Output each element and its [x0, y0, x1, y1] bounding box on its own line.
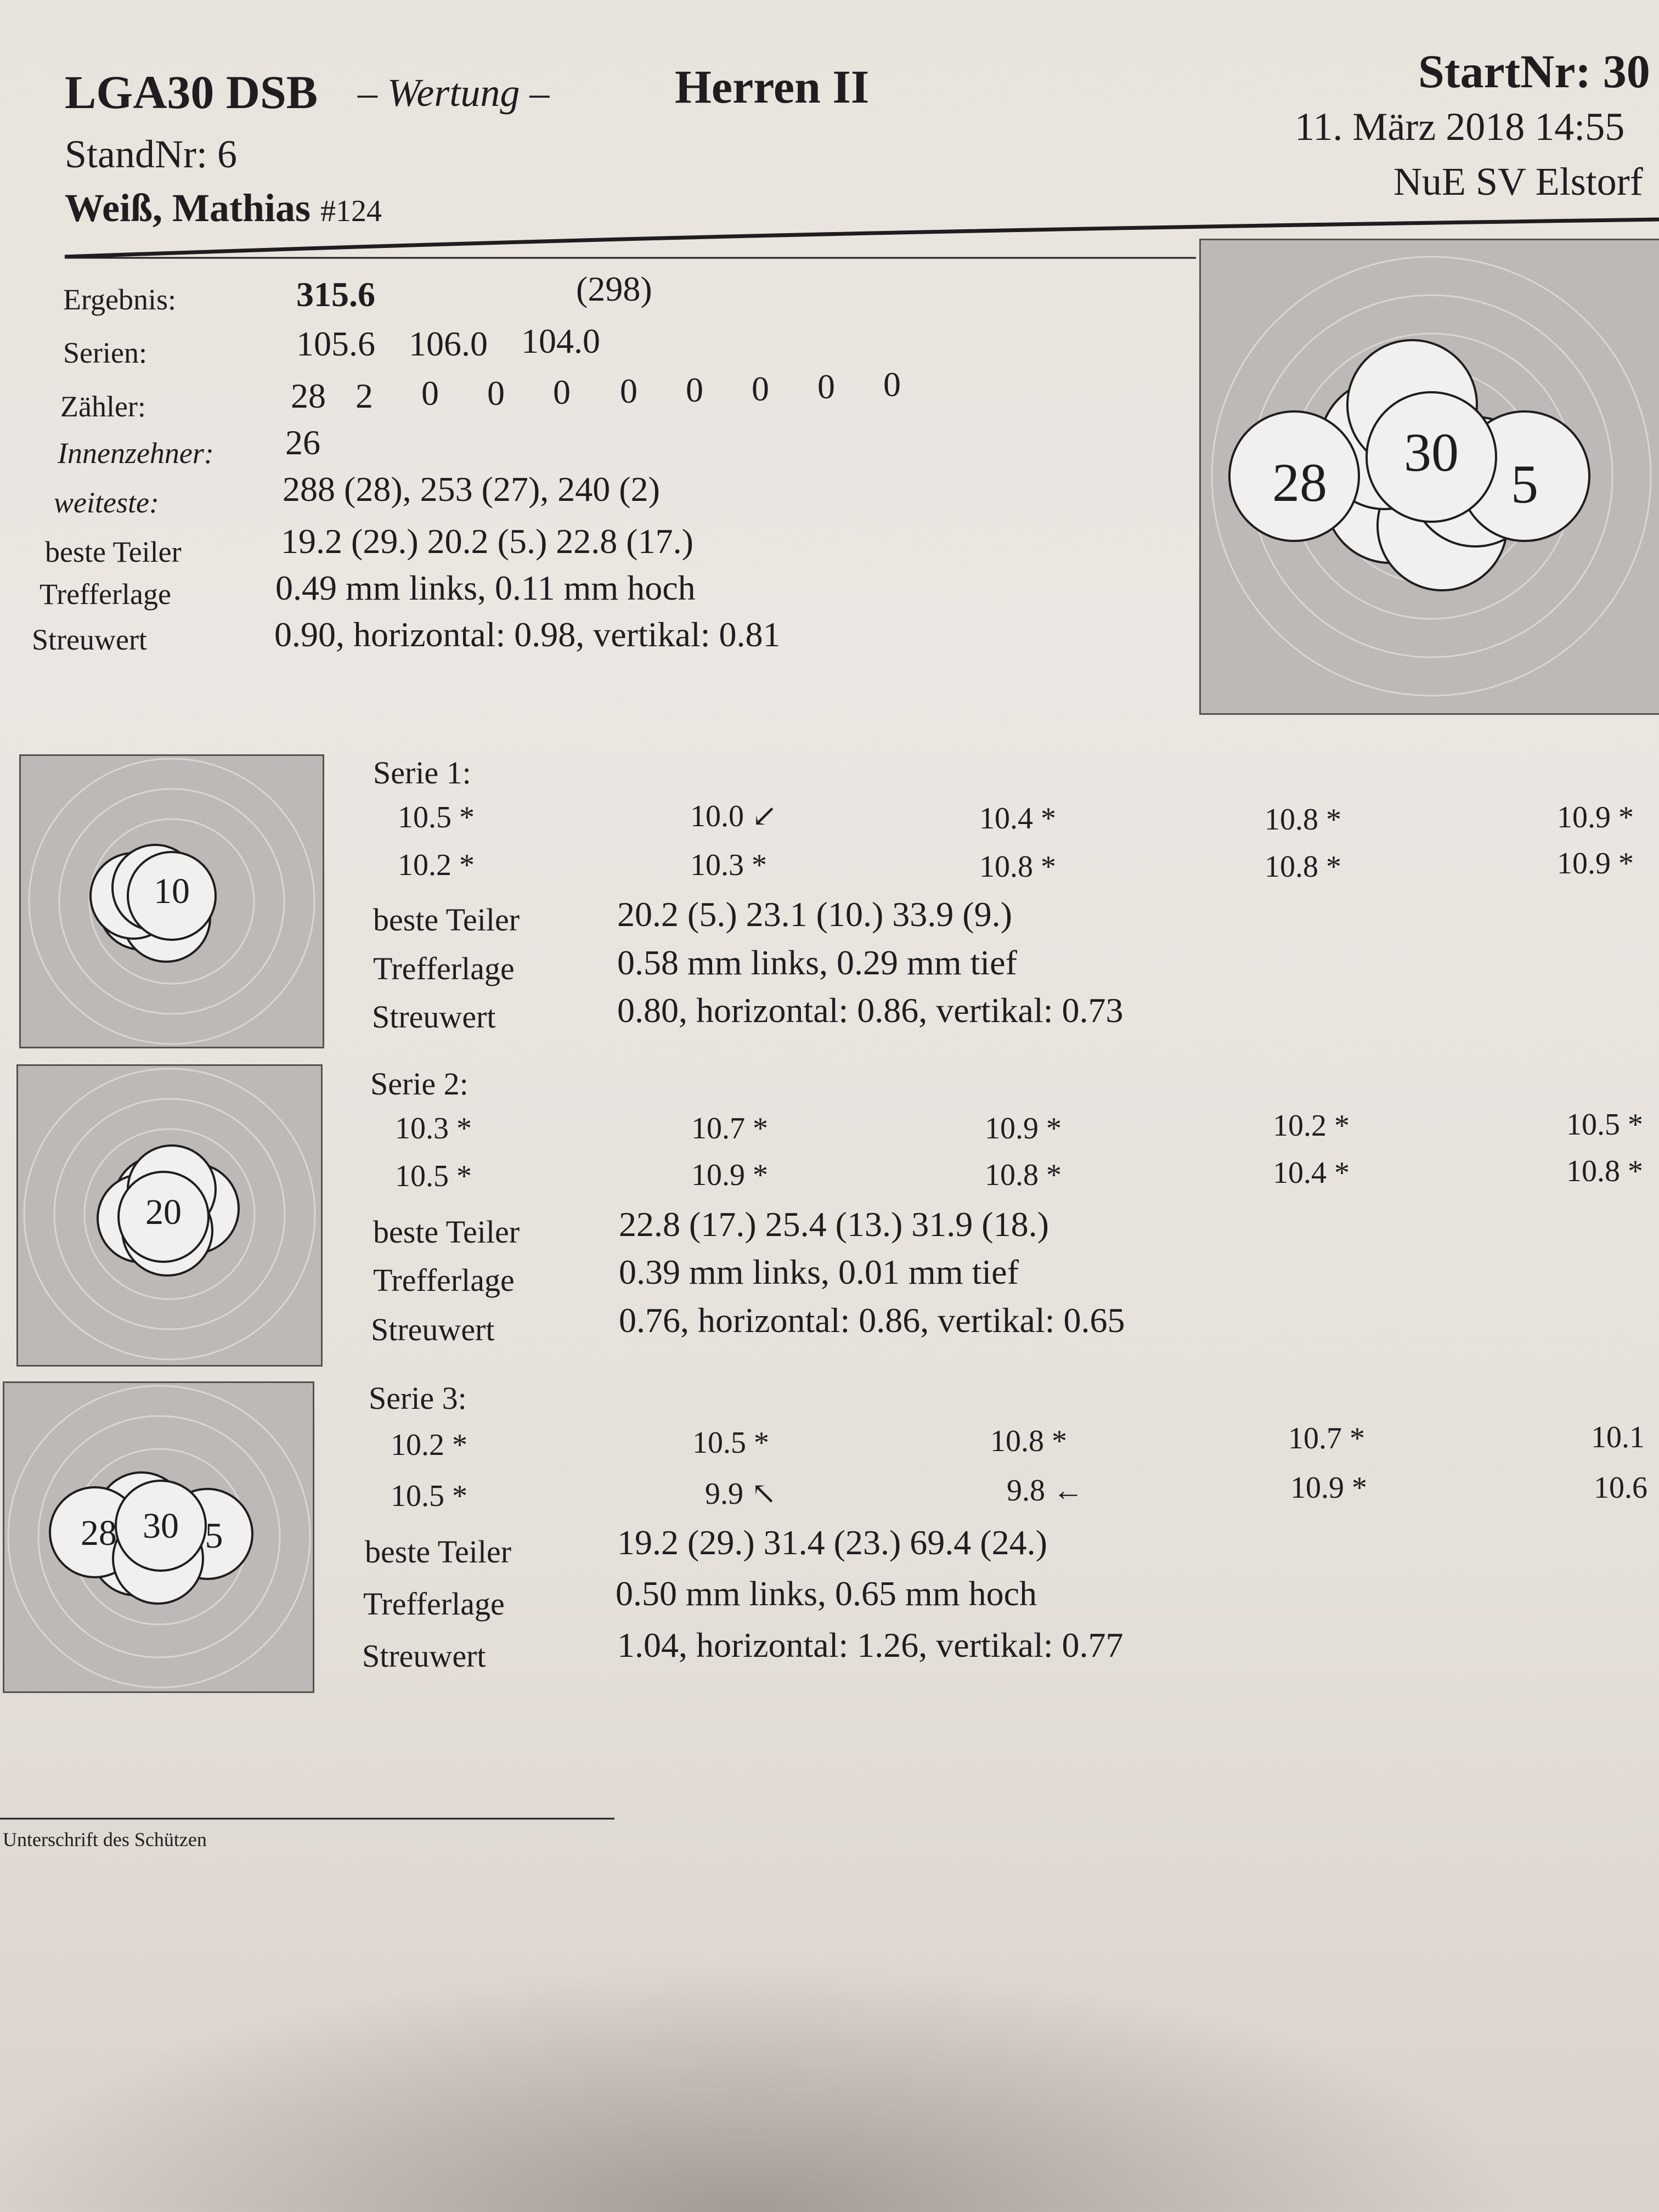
beste-teiler-label: beste Teiler: [45, 535, 182, 568]
photo-shadow: [0, 1920, 1659, 2212]
target-label: 28: [81, 1513, 117, 1553]
beste-teiler-value: 19.2 (29.) 20.2 (5.) 22.8 (17.): [281, 522, 693, 561]
summary-target: [1199, 239, 1659, 715]
serie-3-title: Serie 3:: [369, 1380, 467, 1416]
innenzehner-label: Innenzehner:: [58, 437, 214, 470]
serie-3-total: 104.0: [521, 321, 600, 360]
trefferlage-label: Trefferlage: [40, 578, 171, 611]
class-label: Herren II: [675, 60, 870, 113]
trefferlage-label: Trefferlage: [373, 1262, 515, 1298]
zaehler-value: 0: [487, 374, 505, 413]
shot-value: 10.5 *: [1566, 1108, 1643, 1142]
shooter-name-text: Weiß, Mathias: [65, 186, 311, 230]
shot-value: 10.4 *: [1273, 1156, 1350, 1190]
trefferlage-value: 0.49 mm links, 0.11 mm hoch: [275, 568, 696, 607]
target-label: 30: [1404, 422, 1459, 483]
shot-value: 10.8 *: [985, 1158, 1062, 1192]
zaehler-value: 0: [421, 374, 439, 413]
streuwert-label: Streuwert: [372, 999, 496, 1035]
shot-value: 10.9 *: [1290, 1471, 1367, 1505]
signature-label: Unterschrift des Schützen: [3, 1829, 207, 1850]
beste-teiler-value: 22.8 (17.) 25.4 (13.) 31.9 (18.): [619, 1205, 1049, 1244]
club-name: NuE SV Elstorf: [1393, 160, 1643, 204]
beste-teiler-label: beste Teiler: [373, 902, 520, 938]
date-time: 11. März 2018 14:55: [1295, 105, 1625, 149]
serien-label: Serien:: [63, 336, 147, 369]
serie-1-target-drawing: [21, 756, 323, 1047]
beste-teiler-value: 19.2 (29.) 31.4 (23.) 69.4 (24.): [617, 1523, 1047, 1562]
serie-3-target-drawing: [4, 1383, 313, 1691]
competition-title: LGA30 DSB: [65, 66, 318, 119]
shot-value: 10.5 *: [391, 1479, 467, 1513]
start-number: StartNr: 30: [1418, 45, 1650, 98]
shot-value: 10.7 *: [1288, 1421, 1365, 1455]
beste-teiler-value: 20.2 (5.) 23.1 (10.) 33.9 (9.): [617, 895, 1012, 934]
shot-value: 10.2 *: [391, 1428, 467, 1462]
shot-value: 10.2 *: [1273, 1109, 1350, 1143]
serie-3-target: [3, 1381, 314, 1693]
wertung-label: – Wertung –: [358, 71, 550, 115]
serie-2-target-drawing: [18, 1066, 321, 1365]
shot-value: 10.4 *: [979, 802, 1056, 836]
zaehler-value: 0: [752, 369, 769, 408]
zaehler-value: 0: [883, 365, 901, 404]
ergebnis-value: 315.6: [296, 275, 375, 314]
shot-value: 10.8 *: [1265, 850, 1341, 884]
signature-line: [0, 1816, 620, 1821]
shot-value: 10.2 *: [398, 848, 475, 882]
trefferlage-label: Trefferlage: [373, 951, 515, 986]
streuwert-label: Streuwert: [371, 1312, 495, 1347]
trefferlage-value: 0.39 mm links, 0.01 mm tief: [619, 1252, 1019, 1291]
zaehler-value: 2: [356, 376, 373, 415]
streuwert-value: 1.04, horizontal: 1.26, vertikal: 0.77: [617, 1626, 1124, 1664]
shot-value: 10.8 *: [990, 1424, 1067, 1458]
ergebnis-rings: (298): [576, 269, 652, 308]
streuwert-label: Streuwert: [32, 623, 147, 656]
shot-value: 10.3 *: [690, 848, 767, 882]
zaehler-value: 0: [686, 370, 703, 409]
serie-2-total: 106.0: [409, 324, 488, 363]
streuwert-label: Streuwert: [362, 1638, 486, 1674]
weiteste-value: 288 (28), 253 (27), 240 (2): [283, 470, 660, 509]
shot-value: 10.3 *: [395, 1111, 472, 1146]
summary-target-drawing: [1201, 240, 1659, 713]
shot-value: 10.7 *: [691, 1111, 768, 1146]
shot-value: 10.6: [1594, 1471, 1647, 1505]
target-label: 20: [145, 1192, 182, 1232]
trefferlage-value: 0.50 mm links, 0.65 mm hoch: [616, 1574, 1037, 1613]
trefferlage-value: 0.58 mm links, 0.29 mm tief: [617, 943, 1017, 982]
shot-value: 9.9 ↖: [705, 1477, 777, 1511]
stand-number: StandNr: 6: [65, 132, 237, 176]
target-label: 5: [205, 1516, 223, 1556]
zaehler-value: 0: [817, 367, 835, 406]
innenzehner-value: 26: [285, 423, 320, 462]
beste-teiler-label: beste Teiler: [365, 1534, 512, 1570]
shot-value: 10.9 *: [985, 1111, 1062, 1146]
serie-2-title: Serie 2:: [370, 1066, 469, 1102]
shot-value: 10.8 *: [1566, 1154, 1643, 1188]
shot-value: 10.8 *: [1265, 803, 1341, 837]
beste-teiler-label: beste Teiler: [373, 1214, 520, 1250]
streuwert-value: 0.80, horizontal: 0.86, vertikal: 0.73: [617, 991, 1124, 1030]
shot-value: 10.5 *: [398, 800, 475, 834]
zaehler-value: 0: [620, 371, 637, 410]
shot-value: 10.9 *: [691, 1158, 768, 1192]
shooter-number: #124: [320, 194, 382, 228]
shot-value: 10.5 *: [692, 1426, 769, 1460]
ergebnis-label: Ergebnis:: [63, 283, 176, 316]
serie-1-total: 105.6: [296, 324, 375, 363]
zaehler-value: 28: [291, 376, 326, 415]
target-label: 10: [154, 871, 190, 911]
shot-value: 10.5 *: [395, 1159, 472, 1193]
zaehler-label: Zähler:: [60, 390, 146, 423]
trefferlage-label: Trefferlage: [363, 1586, 505, 1622]
zaehler-value: 0: [553, 373, 571, 411]
shot-value: 10.1: [1591, 1420, 1645, 1454]
shot-value: 10.9 *: [1557, 847, 1634, 881]
target-label: 5: [1511, 454, 1538, 515]
serie-1-title: Serie 1:: [373, 755, 471, 791]
shot-value: 9.8 ←: [1007, 1474, 1084, 1508]
shot-value: 10.8 *: [979, 850, 1056, 884]
target-label: 30: [143, 1506, 179, 1546]
serie-1-target: [19, 754, 324, 1048]
shot-value: 10.9 *: [1557, 800, 1634, 834]
serie-2-target: [16, 1064, 323, 1367]
streuwert-value: 0.90, horizontal: 0.98, vertikal: 0.81: [274, 615, 781, 654]
weiteste-label: weiteste:: [54, 486, 159, 519]
shot-value: 10.0 ↙: [690, 799, 777, 833]
streuwert-value: 0.76, horizontal: 0.86, vertikal: 0.65: [619, 1301, 1125, 1340]
target-label: 28: [1272, 452, 1327, 513]
